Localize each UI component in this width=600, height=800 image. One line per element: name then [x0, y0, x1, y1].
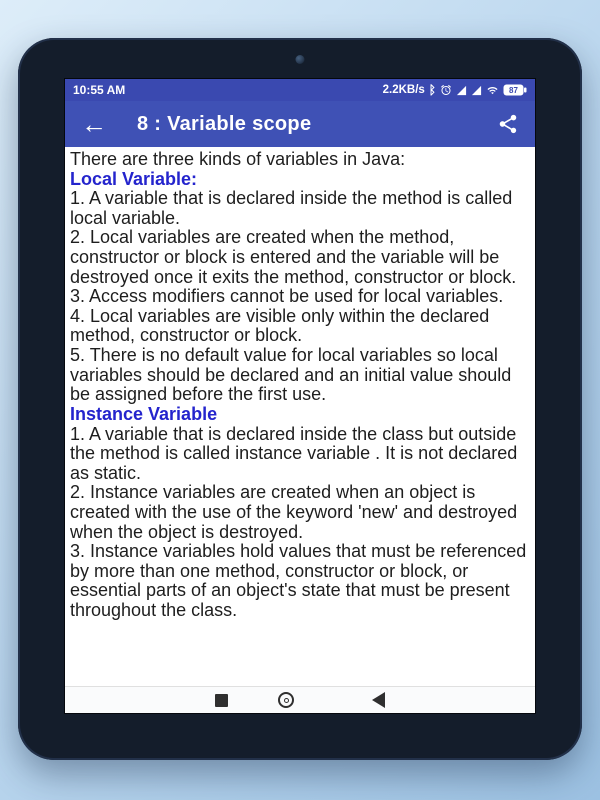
list-item: 3. Instance variables hold values that must be referenced by more than one method, constructor or block, or essential parts of an object's state that must be present throughout the class. [70, 541, 527, 621]
cellular-signal-icon [456, 85, 467, 96]
tablet-frame [18, 38, 582, 760]
android-nav-bar [65, 686, 535, 713]
status-indicators [383, 84, 527, 96]
page-title: 8 : Variable scope [137, 112, 312, 135]
section-heading-instance: Instance Variable [70, 403, 218, 424]
alarm-icon [440, 84, 452, 96]
list-item: 3. Access modifiers cannot be used for local variables. [70, 286, 504, 307]
list-item: 2. Local variables are created when the method, constructor or block is entered and the variable will be destroyed once it exits the method, constructor or block. [70, 227, 517, 287]
home-circle-icon [278, 692, 294, 708]
wifi-icon [486, 85, 499, 96]
network-speed: 2.2KB/s [382, 84, 425, 96]
recents-square-icon [215, 694, 228, 707]
share-icon [497, 113, 519, 135]
cellular-signal-icon-2 [471, 85, 482, 96]
lesson-content[interactable] [65, 147, 535, 686]
battery-icon [503, 84, 527, 96]
battery-percent: 87 [509, 86, 518, 95]
list-item: 1. A variable that is declared inside the method is called local variable. [70, 188, 513, 228]
intro-text: There are three kinds of variables in Java: [70, 149, 406, 169]
back-button[interactable] [372, 692, 385, 708]
home-button[interactable] [278, 692, 294, 708]
status-time: 10:55 AM [73, 83, 126, 97]
back-triangle-icon [372, 692, 385, 708]
bluetooth-icon: ᛒ [428, 83, 436, 97]
section-heading-local: Local Variable: [70, 168, 198, 189]
share-button[interactable] [497, 113, 519, 135]
home-circle-inner [284, 698, 289, 703]
list-item: 2. Instance variables are created when an object is created with the use of the keyword 'new' and destroyed when the object is destroyed. [70, 482, 518, 542]
recents-button[interactable] [215, 694, 228, 707]
front-camera-dot [296, 55, 305, 64]
back-arrow-icon[interactable]: ← [81, 109, 107, 139]
list-item: 5. There is no default value for local variables so local variables should be declared and an initial value should be assigned before the first use. [70, 345, 512, 405]
status-bar [65, 79, 535, 101]
list-item: 4. Local variables are visible only within the declared method, constructor or block. [70, 305, 490, 346]
list-item: 1. A variable that is declared inside the class but outside the method is called instance variable . It is not declared as static. [70, 423, 518, 483]
device-screen [65, 79, 535, 713]
app-bar [65, 101, 535, 147]
